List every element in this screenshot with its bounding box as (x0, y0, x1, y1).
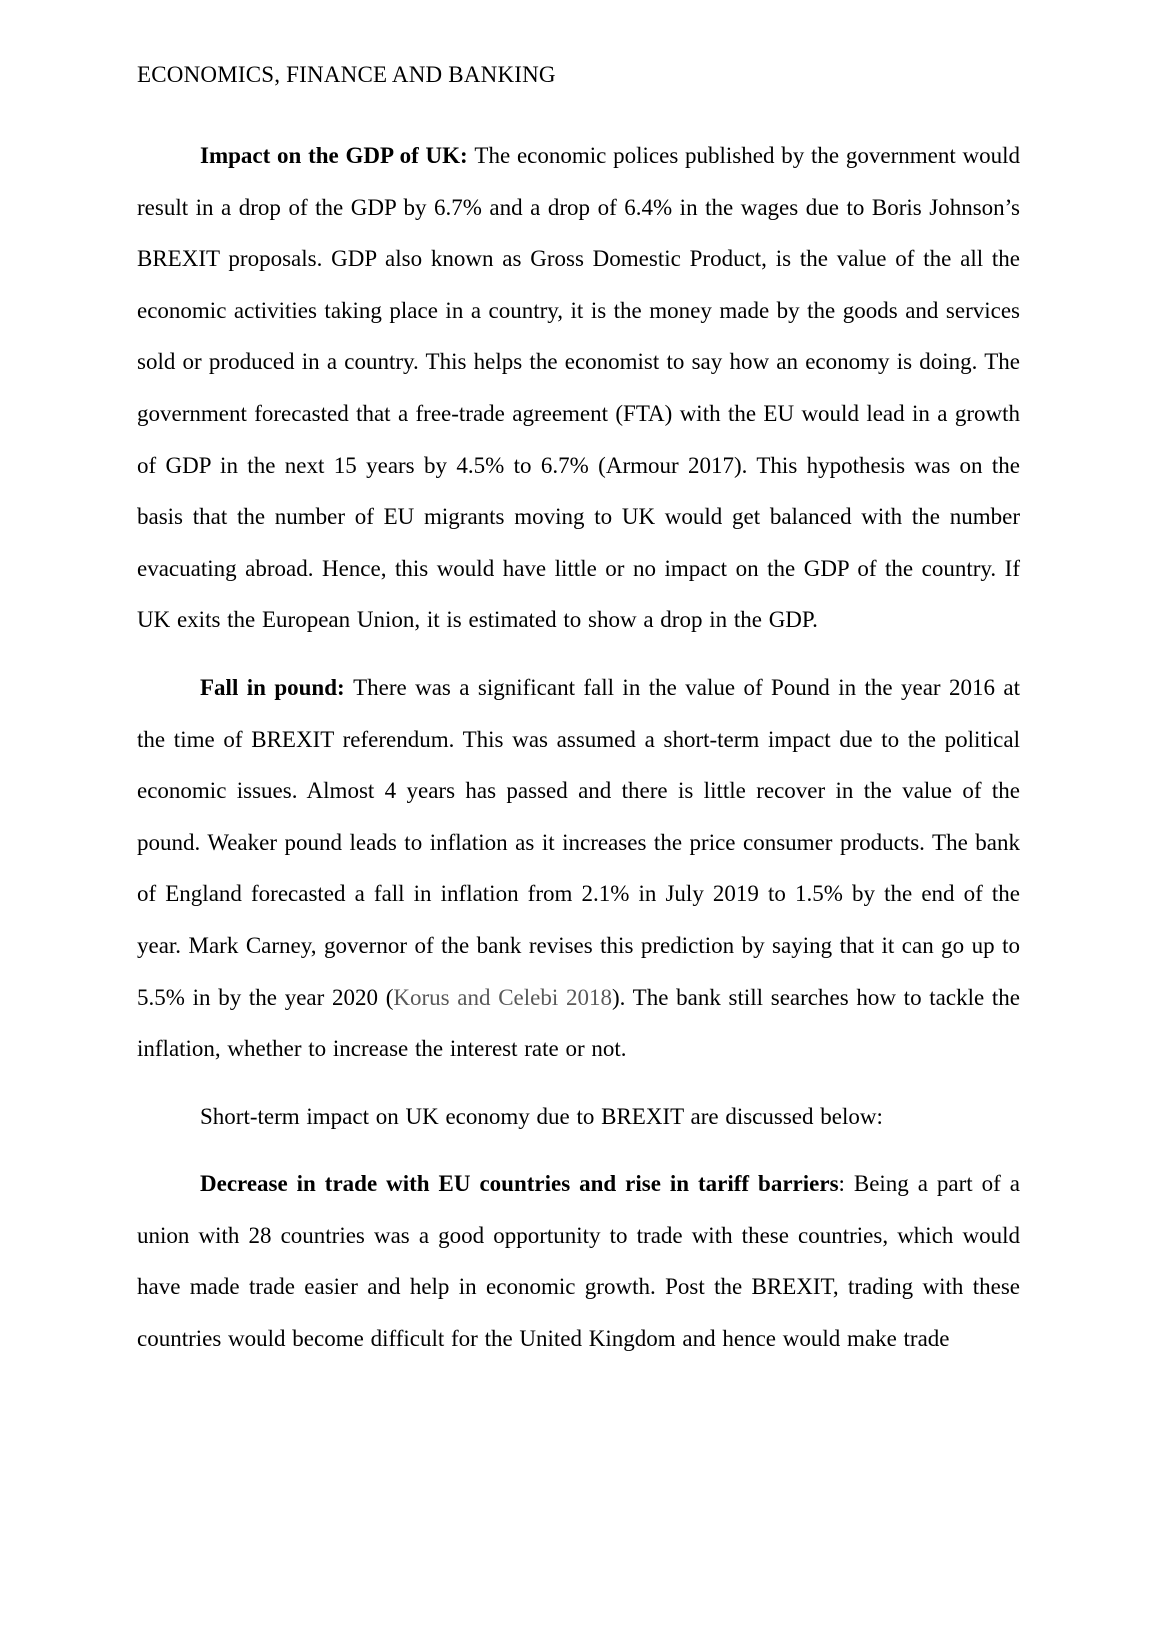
text-run: Short-term impact on UK economy due to BREXIT are discussed below: (200, 1103, 883, 1129)
paragraph-2 (137, 662, 1020, 1075)
text-run: : Being a part of a union with 28 countries was a good opportunity to trade with these countries, which would have made trade easier and help in economic growth. Post the BREXIT, trading with these countries would become difficult for the United Kingdom and hence would make trade (137, 1171, 1020, 1352)
document-body (137, 130, 1020, 1365)
page-header: ECONOMICS, FINANCE AND BANKING (137, 62, 556, 87)
text-run: Decrease in trade with EU countries and rise in tariff barriers (200, 1171, 839, 1197)
text-run: The economic polices published by the government would result in a drop of the GDP by 6.7% and a drop of 6.4% in the wages due to Boris Johnson’s BREXIT proposals. GDP also known as Gross Domestic Product, is the value of the all the economic activities taking place in a country, it is the money made by the goods and services sold or produced in a country. This helps the economist to say how an economy is doing. The government forecasted that a free-trade agreement (FTA) with the EU would lead in a growth of GDP in the next 15 years by 4.5% to 6.7% (Armour 2017). This hypothesis was on the basis that the number of EU migrants moving to UK would get balanced with the number evacuating abroad. Hence, this would have little or no impact on the GDP of the country. If UK exits the European Union, it is estimated to show a drop in the GDP. (137, 143, 1020, 633)
paragraph-1 (137, 130, 1020, 646)
paragraph-4 (137, 1158, 1020, 1364)
paragraph-3 (137, 1091, 1020, 1143)
text-run: There was a significant fall in the value of Pound in the year 2016 at the time of BREXIT referendum. This was assumed a short-term impact due to the political economic issues. Almost 4 years has passed and there is little recover in the value of the pound. Weaker pound leads to inflation as it increases the price consumer products. The bank of England forecasted a fall in inflation from 2.1% in July 2019 to 1.5% by the end of the year. Mark Carney, governor of the bank revises this prediction by saying that it can go up to 5.5% in by the year 2020 ( (137, 674, 1020, 1010)
text-run: ). The bank still searches how to tackle the inflation, whether to increase the interest rate or not. (137, 984, 1020, 1062)
text-run: Fall in pound: (200, 674, 354, 700)
text-run: Impact on the GDP of UK: (200, 143, 475, 168)
citation-text: Korus and Celebi 2018 (393, 984, 612, 1010)
